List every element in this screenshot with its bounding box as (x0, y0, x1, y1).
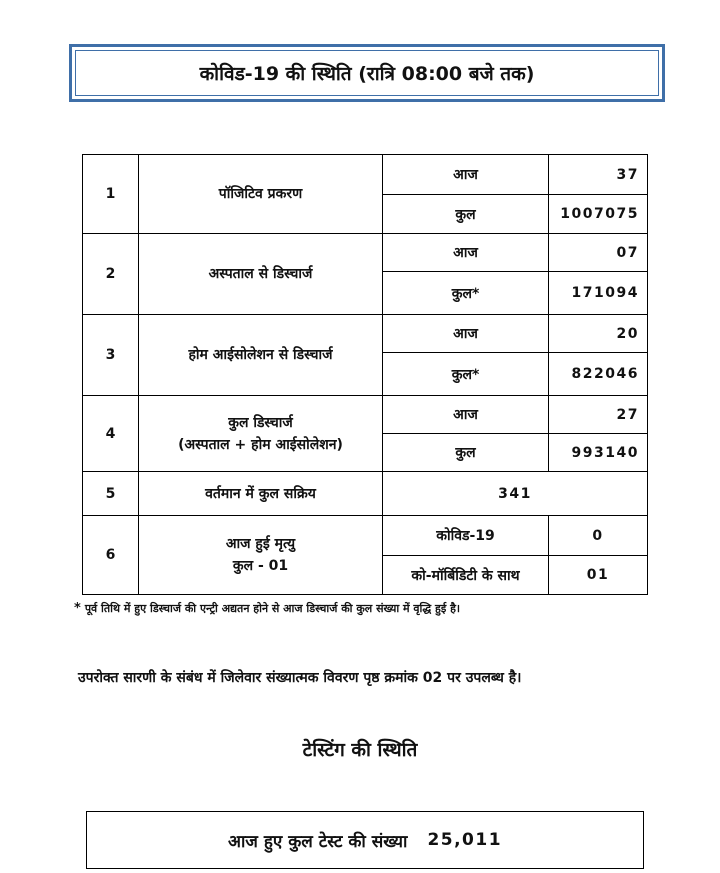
row-number: 2 (83, 234, 139, 315)
sub-label: आज (383, 155, 549, 195)
sub-label: कुल (383, 434, 549, 472)
table-row (83, 234, 648, 272)
table-row (83, 516, 648, 556)
table-row (83, 155, 648, 195)
sub-value: 27 (549, 396, 648, 434)
row-label-line: कुल - 01 (232, 558, 289, 574)
row-number: 5 (83, 472, 139, 516)
table-row (83, 396, 648, 434)
sub-value: 993140 (549, 434, 648, 472)
row-label (139, 234, 383, 315)
test-count-box (86, 811, 644, 869)
row-label-line: कुल डिस्चार्ज (228, 414, 293, 431)
table-row (83, 472, 648, 516)
row-label-line: आज हुई मृत्यु (225, 536, 296, 552)
row-label-line: अस्पताल से डिस्चार्ज (208, 266, 313, 282)
sub-label: आज (383, 315, 549, 353)
row-label (139, 315, 383, 396)
sub-label: आज (383, 234, 549, 272)
row-number: 4 (83, 396, 139, 472)
footnote (74, 601, 674, 616)
title-frame (69, 44, 665, 102)
row-label-line: वर्तमान में कुल सक्रिय (205, 485, 316, 502)
row-label (139, 396, 383, 472)
sub-label: को-मॉर्बिडिटी के साथ (383, 556, 549, 595)
sub-label: कुल (383, 195, 549, 234)
sub-label: कुल* (383, 353, 549, 396)
row-value: 341 (383, 472, 648, 516)
covid-status-table (82, 154, 648, 595)
sub-value: 01 (549, 556, 648, 595)
sub-label: कुल* (383, 272, 549, 315)
testing-heading: टेस्टिंग की स्थिति (302, 739, 418, 761)
reference-note: उपरोक्त सारणी के संबंध में जिलेवार संख्यात्मक विवरण पृष्ठ क्रमांक 02 पर उपलब्ध है। (78, 670, 522, 686)
sub-value: 20 (549, 315, 648, 353)
row-label (139, 155, 383, 234)
row-label-line: (अस्पताल + होम आईसोलेशन) (178, 436, 343, 453)
sub-value: 07 (549, 234, 648, 272)
test-count-label: आज हुए कुल टेस्ट की संख्या (227, 831, 408, 852)
row-number: 6 (83, 516, 139, 595)
row-label-line: पॉजिटिव प्रकरण (218, 186, 303, 202)
sub-value: 1007075 (549, 195, 648, 234)
test-count-value: 25,011 (427, 830, 503, 850)
row-label (139, 516, 383, 595)
footnote-text: पूर्व तिथि में हुए डिस्चार्ज की एन्ट्री अद्यतन होने से आज डिस्चार्ज की कुल संख्या में वृद्धि हुई है। (84, 602, 461, 615)
row-number: 3 (83, 315, 139, 396)
row-label-line: होम आईसोलेशन से डिस्चार्ज (188, 347, 333, 363)
sub-value: 0 (549, 516, 648, 556)
row-label (139, 472, 383, 516)
footnote-star: * (74, 601, 81, 616)
sub-label: आज (383, 396, 549, 434)
sub-value: 37 (549, 155, 648, 195)
page-title: कोविड-19 की स्थिति (रात्रि 08:00 बजे तक) (75, 50, 659, 96)
row-number: 1 (83, 155, 139, 234)
sub-label: कोविड-19 (383, 516, 549, 556)
table-row (83, 315, 648, 353)
sub-value: 171094 (549, 272, 648, 315)
sub-value: 822046 (549, 353, 648, 396)
